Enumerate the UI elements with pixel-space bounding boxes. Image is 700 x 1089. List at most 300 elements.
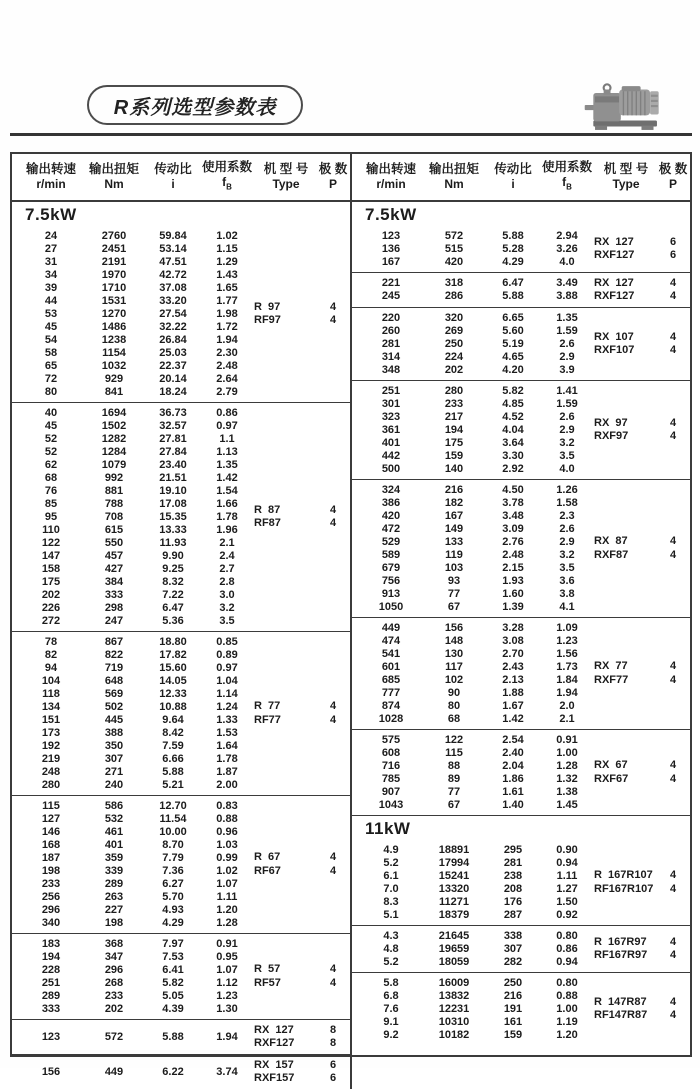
data-row [20,1003,254,1016]
ratio-value: 36.73 [159,406,187,419]
poles-value: 4 [329,700,337,712]
service-factor-value: 1.23 [556,634,578,647]
data-row [20,407,254,420]
poles-value: 4 [329,517,337,529]
ratio-value: 191 [503,1002,523,1015]
ratio-value: 9.64 [162,713,184,726]
data-row [20,563,254,576]
service-factor-value: 3.26 [556,242,578,255]
speed-value: 529 [381,535,401,548]
model-type-line: RF57 [254,976,281,989]
data-rows [352,977,594,1042]
speed-value: 8.3 [383,895,399,908]
speed-value: 907 [381,785,401,798]
model-type-line: RX 157 [254,1058,294,1071]
ratio-value: 1.61 [502,785,524,798]
torque-value: 2191 [101,255,127,268]
torque-value: 233 [444,397,464,410]
data-row [20,485,254,498]
poles-count [318,1024,348,1051]
speed-value: 167 [381,255,401,268]
model-type-line: R 167R107 [594,869,653,881]
service-factor-value: 1.87 [216,765,238,778]
model-type-line: RXF157 [254,1072,295,1084]
torque-value: 227 [104,903,124,916]
poles-value: 4 [329,963,337,975]
torque-value: 15241 [438,869,470,882]
ratio-value: 2.54 [502,733,524,746]
service-factor-value: 0.96 [216,825,238,838]
data-row [360,896,594,909]
torque-value: 13320 [438,882,470,895]
service-factor-value: 0.86 [216,406,238,419]
speed-value: 192 [41,739,61,752]
torque-value: 388 [104,726,124,739]
ratio-value: 5.36 [162,614,184,627]
service-factor-value: 1.23 [216,989,238,1002]
poles-value: 4 [669,995,677,1008]
ratio-value: 5.82 [502,384,524,397]
torque-value: 19659 [438,942,470,955]
data-row [360,1003,594,1016]
torque-value: 1486 [101,320,127,333]
data-row [360,463,594,476]
service-factor-value: 1.42 [216,471,238,484]
torque-value: 271 [104,765,124,778]
torque-value: 286 [444,290,464,302]
speed-value: 158 [41,562,61,575]
service-factor-value: 3.9 [559,363,575,376]
data-rows [12,407,254,628]
data-row [20,498,254,511]
speed-value: 245 [381,290,401,302]
torque-value: 1238 [101,333,127,346]
torque-value: 929 [104,372,124,385]
speed-value: 7.6 [383,1002,399,1015]
torque-value: 572 [444,229,464,242]
service-factor-value: 0.94 [556,856,578,869]
header-output-torque: 输出扭矩 Nm [428,162,479,191]
model-type-line: R 147R87 [594,995,647,1008]
ratio-value: 11.93 [159,536,187,549]
model-type [594,759,658,786]
speed-value: 541 [381,647,401,660]
speed-value: 65 [44,359,58,372]
service-factor-value: 0.80 [556,929,578,942]
ratio-value: 1.60 [502,587,524,600]
data-rows [352,230,594,269]
speed-value: 72 [44,372,58,385]
ratio-value: 19.10 [159,484,187,497]
torque-value: 427 [104,562,124,575]
data-row [20,550,254,563]
service-factor-value: 1.02 [216,229,238,242]
speed-value: 82 [44,648,58,661]
torque-value: 17994 [438,856,470,869]
torque-value: 240 [104,778,124,791]
torque-value: 1531 [101,294,127,307]
data-row [20,282,254,295]
ratio-value: 13.33 [159,523,187,536]
service-factor-value: 3.6 [559,574,575,587]
data-row [20,576,254,589]
speed-value: 386 [381,496,401,509]
model-type-line: RXF127 [594,249,635,261]
ratio-value: 12.70 [159,799,187,812]
ratio-value: 18.24 [159,385,187,398]
torque-value: 307 [104,752,124,765]
ratio-value: 23.40 [159,458,187,471]
torque-value: 156 [444,621,464,634]
ratio-value: 338 [503,929,523,942]
speed-value: 6.8 [383,989,399,1002]
speed-value: 173 [41,726,61,739]
ratio-value: 27.54 [159,307,187,320]
ratio-value: 1.39 [502,600,524,613]
data-rows [352,277,594,303]
service-factor-value: 1.09 [556,621,578,634]
data-row [20,865,254,878]
ratio-value: 8.42 [162,726,184,739]
torque-value: 115 [445,746,463,759]
section-label: 7.5kW [25,205,77,224]
torque-value: 194 [444,423,464,436]
speed-value: 52 [44,432,58,445]
service-factor-value: 2.1 [559,712,575,725]
speed-value: 1028 [378,712,404,725]
ratio-value: 5.88 [162,765,184,778]
torque-value: 350 [104,739,124,752]
service-factor-value: 1.66 [216,497,238,510]
service-factor-value: 2.1 [219,536,235,549]
power-section-11kW [352,815,690,1045]
service-factor-value: 1.13 [216,445,238,458]
ratio-value: 5.05 [162,989,184,1002]
service-factor-value: 2.6 [559,410,575,423]
table-header-right [352,154,690,200]
ratio-value: 15.35 [159,510,187,523]
poles-value: 4 [669,416,677,429]
data-row [20,472,254,485]
ratio-value: 5.21 [162,778,184,791]
speed-value: 78 [44,635,58,648]
speed-value: 251 [41,976,61,989]
data-row [360,385,594,398]
torque-value: 67 [447,600,461,613]
torque-value: 182 [444,496,464,509]
service-factor-value: 1.94 [216,1030,238,1043]
speed-value: 226 [41,601,61,614]
data-row [20,1066,254,1079]
poles-value: 4 [669,548,677,561]
torque-value: 1282 [101,432,127,445]
torque-value: 102 [444,673,464,686]
model-type [254,1059,318,1086]
service-factor-value: 1.03 [216,838,238,851]
model-block [352,380,690,479]
model-type [594,936,658,963]
speed-value: 281 [381,337,401,350]
poles-value: 6 [329,1058,337,1071]
ratio-value: 5.88 [502,290,524,302]
data-row [20,524,254,537]
service-factor-value: 1.26 [556,483,578,496]
torque-value: 159 [444,449,464,462]
ratio-value: 6.22 [162,1065,184,1078]
data-row [20,675,254,688]
ratio-value: 4.29 [502,255,524,268]
torque-value: 133 [444,535,464,548]
data-row [20,373,254,386]
service-factor-value: 1.20 [556,1028,578,1041]
service-factor-value: 0.88 [556,989,578,1002]
poles-value: 4 [669,430,677,442]
data-row [360,799,594,812]
poles-count [318,851,348,878]
service-factor-value: 2.9 [559,350,575,363]
poles-count [658,660,688,687]
ratio-value: 47.51 [159,255,187,268]
service-factor-value: 3.88 [556,290,578,302]
poles-value: 4 [329,300,337,313]
ratio-value: 26.84 [159,333,187,346]
data-row [360,601,594,614]
speed-value: 324 [381,483,401,496]
ratio-value: 5.88 [162,1030,184,1043]
poles-count [658,417,688,444]
torque-value: 1710 [101,281,127,294]
ratio-value: 1.93 [502,574,524,587]
torque-value: 130 [444,647,464,660]
speed-value: 5.2 [383,856,399,869]
ratio-value: 281 [503,856,523,869]
service-factor-value: 1.41 [556,384,578,397]
speed-value: 333 [41,1002,61,1015]
ratio-value: 20.14 [159,372,187,385]
ratio-value: 6.65 [502,311,524,324]
data-rows [12,230,254,399]
speed-value: 104 [41,674,61,687]
speed-value: 777 [381,686,401,699]
torque-value: 445 [104,713,124,726]
model-type [254,851,318,878]
service-factor-value: 1.00 [556,746,578,759]
service-factor-value: 1.30 [216,1002,238,1015]
service-factor-value: 0.89 [216,648,238,661]
ratio-value: 238 [503,869,523,882]
ratio-value: 176 [503,895,523,908]
data-row [20,727,254,740]
data-row [360,351,594,364]
speed-value: 4.3 [383,929,399,942]
ratio-value: 4.39 [162,1002,184,1015]
data-row [20,766,254,779]
torque-value: 586 [104,799,124,812]
service-factor-value: 1.35 [556,311,578,324]
torque-value: 224 [444,350,464,363]
service-factor-value: 3.8 [559,587,575,600]
ratio-value: 3.30 [502,449,524,462]
model-type [254,963,318,990]
speed-value: 221 [381,277,401,289]
data-row [20,433,254,446]
torque-value: 140 [444,462,464,475]
model-block [352,840,690,925]
data-row [360,243,594,256]
data-row [20,459,254,472]
data-row [20,1031,254,1044]
ratio-value: 1.42 [502,712,524,725]
data-row [20,511,254,524]
ratio-value: 287 [503,908,523,921]
data-row [20,230,254,243]
model-block [352,925,690,972]
poles-value: 4 [669,290,677,302]
parameters-table [10,152,692,1084]
speed-value: 122 [41,536,61,549]
speed-value: 874 [381,699,401,712]
torque-value: 1270 [101,307,127,320]
data-row [20,420,254,433]
ratio-value: 17.82 [159,648,187,661]
model-type-line: RF97 [254,314,281,326]
service-factor-value: 1.07 [216,963,238,976]
model-type [594,535,658,562]
section-label: 7.5kW [365,205,417,224]
torque-value: 175 [444,436,464,449]
ratio-value: 14.05 [159,674,187,687]
header-ratio: 传动比 i [154,162,192,191]
poles-count [658,236,688,263]
ratio-value: 7.53 [162,950,184,963]
data-row [20,951,254,964]
speed-value: 68 [44,471,58,484]
service-factor-value: 0.90 [556,843,578,856]
ratio-value: 3.08 [502,634,524,647]
service-factor-value: 0.91 [216,937,238,950]
torque-value: 648 [104,674,124,687]
service-factor-value: 2.6 [559,522,575,535]
ratio-value: 6.27 [162,877,184,890]
torque-value: 708 [104,510,124,523]
service-factor-value: 0.92 [556,908,578,921]
ratio-value: 5.19 [502,337,524,350]
data-row [20,839,254,852]
speed-value: 52 [44,445,58,458]
poles-value: 6 [669,235,677,248]
model-block [352,617,690,729]
data-row [360,325,594,338]
torque-value: 339 [104,864,124,877]
speed-value: 40 [44,406,58,419]
data-row [360,687,594,700]
model-type-line: R 57 [254,963,281,975]
torque-value: 1284 [101,445,127,458]
data-row [20,334,254,347]
torque-value: 296 [104,963,124,976]
data-row [360,930,594,943]
service-factor-value: 3.5 [219,614,235,627]
data-rows [12,1066,254,1079]
torque-value: 10182 [438,1028,470,1041]
speed-value: 9.1 [383,1015,399,1028]
torque-value: 77 [447,785,461,798]
service-factor-value: 2.3 [559,509,575,522]
speed-value: 4.9 [383,843,399,856]
data-row [20,537,254,550]
data-row [360,844,594,857]
speed-value: 220 [381,311,401,324]
speed-value: 62 [44,458,58,471]
service-factor-value: 1.04 [216,674,238,687]
poles-value: 4 [329,864,337,877]
data-row [20,740,254,753]
data-rows [12,938,254,1016]
data-row [20,386,254,399]
poles-count [318,504,348,531]
header-ratio: 传动比 i [494,162,532,191]
ratio-value: 5.88 [502,229,524,242]
speed-value: 6.1 [383,869,399,882]
data-row [20,688,254,701]
speed-value: 39 [44,281,58,294]
data-rows [352,930,594,969]
ratio-value: 27.81 [159,432,187,445]
speed-value: 1043 [378,798,404,811]
poles-count [658,936,688,963]
service-factor-value: 1.73 [556,660,578,673]
service-factor-value: 1.98 [216,307,238,320]
ratio-value: 4.20 [502,363,524,376]
service-factor-value: 1.84 [556,673,578,686]
speed-value: 248 [41,765,61,778]
service-factor-value: 1.35 [216,458,238,471]
ratio-value: 6.66 [162,752,184,765]
data-row [360,338,594,351]
data-row [360,1029,594,1042]
data-row [20,360,254,373]
model-block [12,1019,350,1054]
model-type-line: RXF67 [594,772,629,785]
speed-value: 601 [381,660,401,673]
speed-value: 58 [44,346,58,359]
data-row [20,714,254,727]
speed-value: 45 [44,419,58,432]
model-type-line: RX 107 [594,330,634,343]
ratio-value: 15.60 [159,661,187,674]
ratio-value: 6.47 [162,601,184,614]
speed-value: 5.1 [383,908,399,921]
model-type-line: RXF127 [254,1037,295,1049]
torque-value: 89 [447,772,461,785]
table-header [12,154,690,202]
torque-value: 318 [444,277,464,289]
data-row [360,562,594,575]
speed-value: 361 [381,423,401,436]
data-row [360,713,594,726]
service-factor-value: 1.11 [556,869,578,882]
torque-value: 21645 [438,929,470,942]
section-label: 11kW [365,819,411,838]
model-type [594,236,658,263]
model-type-line: RF147R87 [594,1009,648,1021]
service-factor-value: 4.0 [559,255,575,268]
title-divider-rule [10,133,692,136]
ratio-value: 53.14 [159,242,187,255]
speed-value: 156 [41,1065,61,1078]
ratio-value: 1.40 [502,798,524,811]
ratio-value: 2.48 [502,548,524,561]
